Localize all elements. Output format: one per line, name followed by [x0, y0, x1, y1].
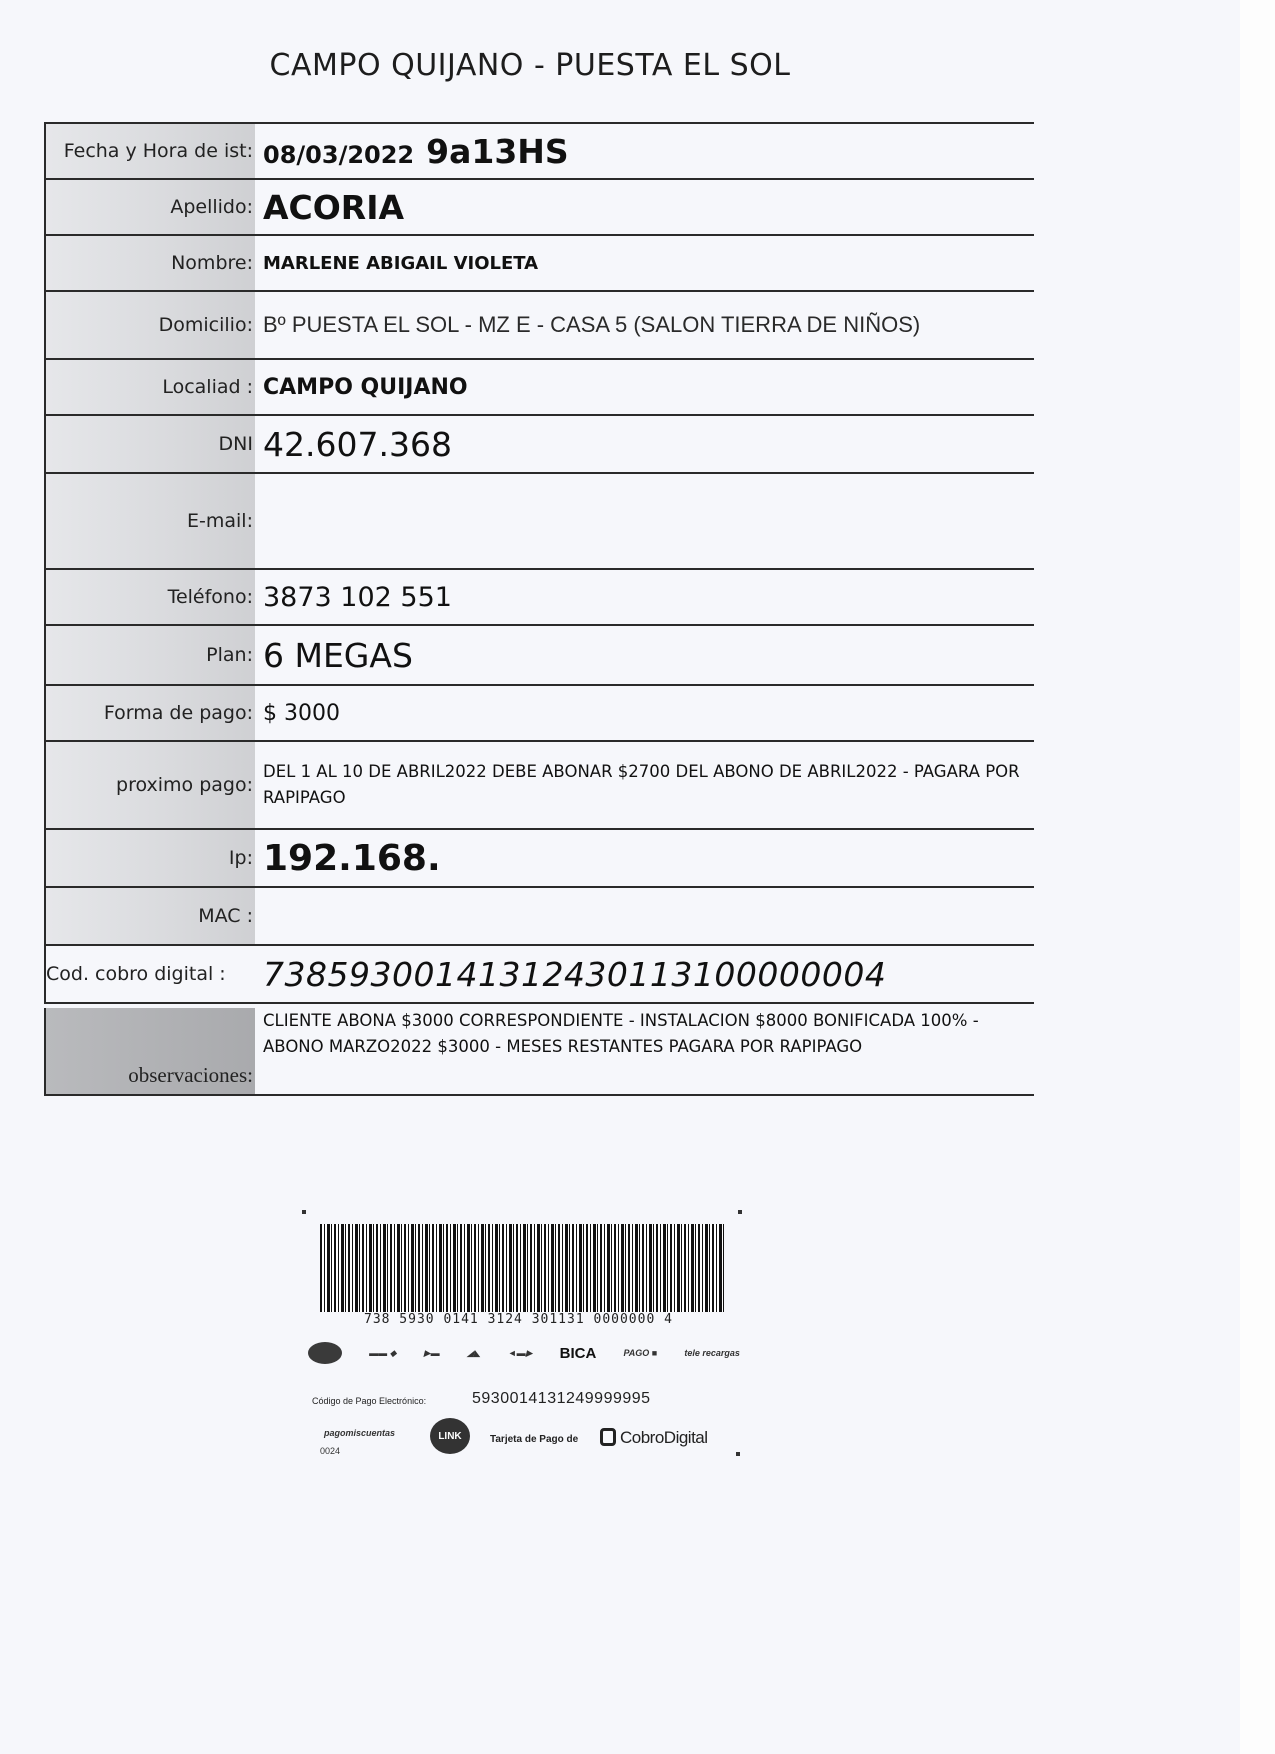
cobrodigital-logo: CobroDigital [620, 1428, 708, 1447]
nombre-value: MARLENE ABIGAIL VIOLETA [263, 252, 539, 274]
row-localidad [44, 358, 1034, 414]
row-observaciones [44, 1002, 1034, 1096]
fecha-date: 08/03/2022 [263, 140, 415, 169]
electronic-code-label: Código de Pago Electrónico: [312, 1396, 427, 1406]
cod-cobro-label: Cod. cobro digital : [44, 946, 255, 1002]
client-form [44, 122, 1034, 1096]
row-plan [44, 624, 1034, 684]
corner-mark [736, 1452, 740, 1456]
row-apellido [44, 178, 1034, 234]
plan-label: Plan: [44, 626, 255, 684]
page-title: CAMPO QUIJANO - PUESTA EL SOL [269, 48, 791, 83]
observaciones-value: CLIENTE ABONA $3000 CORRESPONDIENTE - INSTALACION $8000 BONIFICADA 100% - ABONO MARZO2022 $3000 - MESES RESTANTES PAGARA POR RAPIPAGO [263, 1011, 979, 1056]
row-email [44, 472, 1034, 568]
forma-pago-label: Forma de pago: [44, 686, 255, 740]
fecha-time: 9a13HS [426, 131, 569, 171]
apellido-value: ACORIA [263, 187, 405, 227]
email-label: E-mail: [44, 474, 255, 568]
dni-label: DNI [44, 416, 255, 472]
mac-label: MAC : [44, 888, 255, 944]
corner-mark [302, 1210, 306, 1214]
payment-slip [304, 1210, 744, 1470]
barcode-digits: 738 5930 0141 3124 301131 0000000 4 [364, 1312, 673, 1327]
ip-value: 192.168. [263, 837, 441, 879]
domicilio-value: Bº PUESTA EL SOL - MZ E - CASA 5 (SALON TIERRA DE NIÑOS) [263, 312, 921, 337]
row-nombre [44, 234, 1034, 290]
pagomiscuentas-number: 0024 [320, 1446, 341, 1456]
proximo-pago-value: DEL 1 AL 10 DE ABRIL2022 DEBE ABONAR $2700 DEL ABONO DE ABRIL2022 - PAGARA POR RAPIPAGO [263, 762, 1020, 807]
provincia-pagos-logo-icon: ▬▬ ◆ [369, 1347, 397, 1358]
proximo-pago-label: proximo pago: [44, 742, 255, 828]
ip-label: Ip: [44, 830, 255, 886]
row-forma-pago [44, 684, 1034, 740]
link-logo: LINK [430, 1418, 470, 1454]
row-fecha [44, 122, 1034, 178]
telefono-value: 3873 102 551 [263, 581, 452, 613]
observaciones-label: observaciones: [44, 1008, 255, 1094]
pagomiscuentas-logo: pagomiscuentas [324, 1428, 396, 1438]
plan-value: 6 MEGAS [263, 635, 413, 675]
forma-pago-value: $ 3000 [263, 700, 340, 726]
tarjeta-label: Tarjeta de Pago de [490, 1434, 579, 1445]
rapipago-logo-icon: ▶▬ [423, 1347, 440, 1358]
row-telefono [44, 568, 1034, 624]
fecha-value [255, 132, 569, 171]
electronic-code: 5930014131249999995 [472, 1390, 651, 1407]
corner-mark [738, 1210, 742, 1214]
row-proximo-pago [44, 740, 1034, 828]
barcode [320, 1224, 724, 1312]
telefono-label: Teléfono: [44, 570, 255, 624]
row-ip [44, 828, 1034, 886]
apellido-label: Apellido: [44, 180, 255, 234]
pagofacil-logo-icon [308, 1342, 342, 1364]
cod-cobro-value: 73859300141312430113100000004 [263, 954, 887, 994]
localidad-value: CAMPO QUIJANO [263, 374, 468, 400]
row-cod-cobro [44, 944, 1034, 1002]
telerecargas-logo: tele recargas [684, 1348, 740, 1358]
fecha-label: Fecha y Hora de ist: [44, 124, 255, 178]
row-dni [44, 414, 1034, 472]
row-domicilio [44, 290, 1034, 358]
ripsa-logo-icon: ◢◣ [466, 1347, 481, 1358]
dni-value: 42.607.368 [263, 424, 452, 464]
cobrodigital-icon [600, 1428, 616, 1446]
row-mac [44, 886, 1034, 944]
localidad-label: Localiad : [44, 360, 255, 414]
domicilio-label: Domicilio: [44, 292, 255, 358]
payment-logos [308, 1340, 740, 1366]
pago24-text: PAGO [623, 1348, 650, 1358]
bica-logo: BICA [559, 1344, 597, 1362]
nombre-label: Nombre: [44, 236, 255, 290]
page-edge [1240, 0, 1275, 1754]
multipago-logo-icon: ◄▬▶ [507, 1347, 533, 1358]
pago24-logo: PAGO ■ [623, 1348, 658, 1358]
